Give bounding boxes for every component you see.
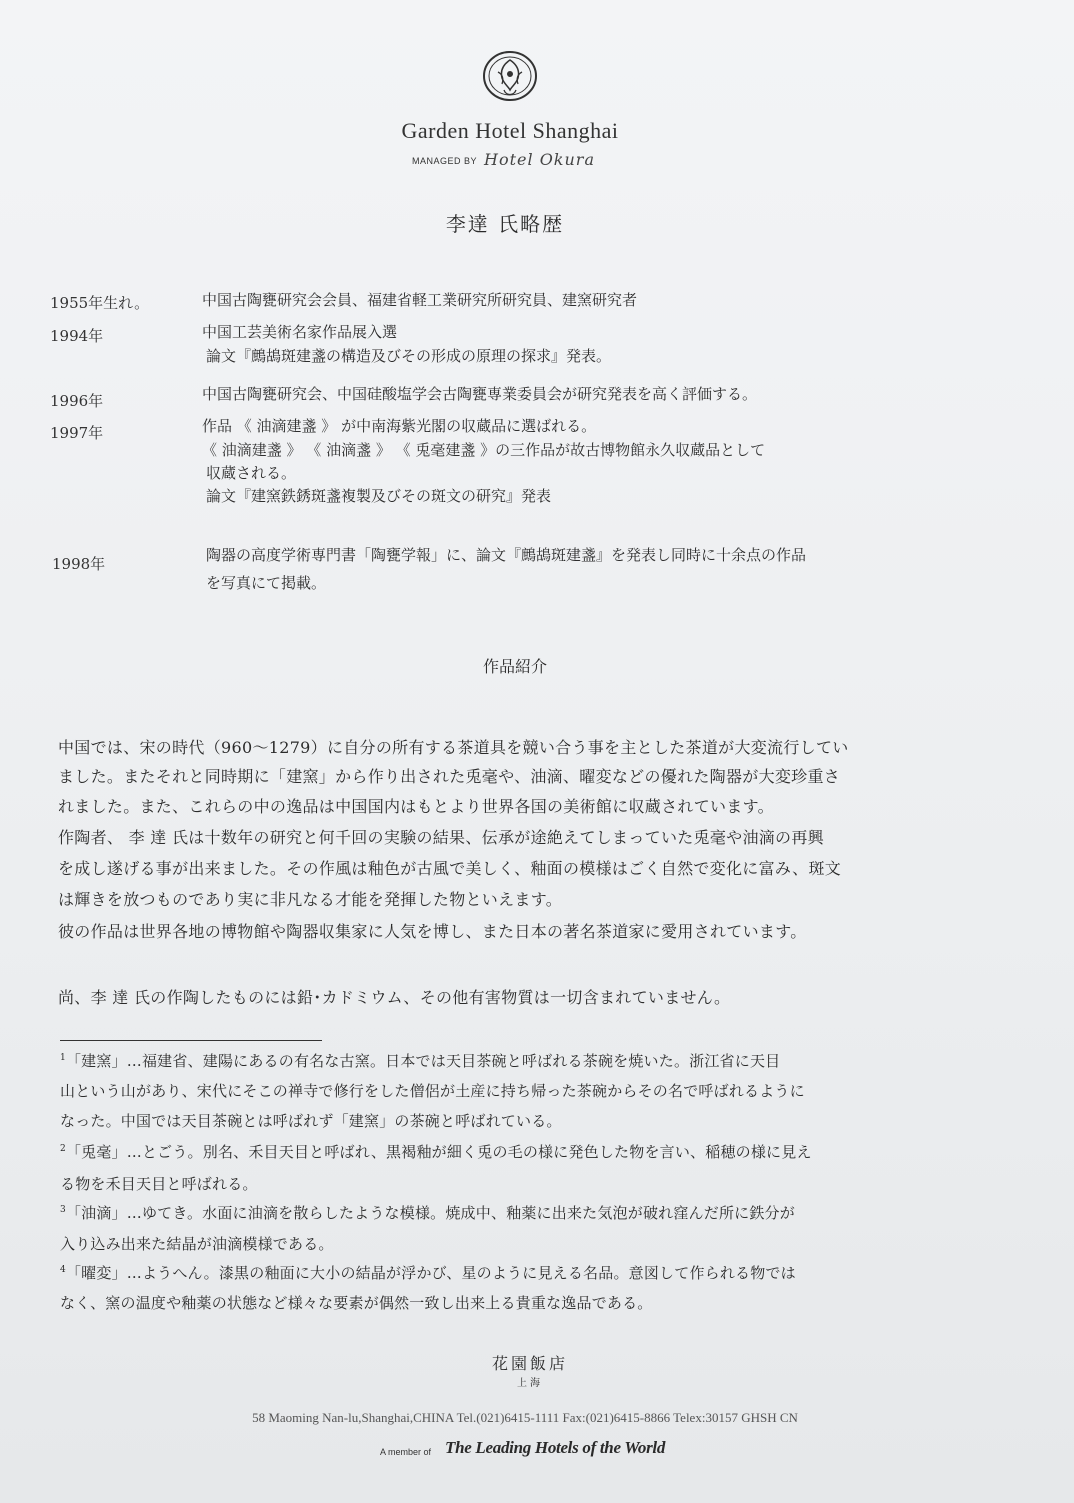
- footnote-text: 「兎毫」…とごう。別名、禾目天目と呼ばれ、黒褐釉が細く兎の毛の様に発色した物を言い、稲穂の様に見え: [65, 1143, 812, 1161]
- history-line: 中国古陶甕研究会、中国硅酸塩学会古陶甕専業委員会が研究発表を高く評価する。: [202, 385, 758, 403]
- footer-city: 上海: [517, 1378, 543, 1389]
- history-line: 中国工芸美術名家作品展入選: [202, 323, 398, 341]
- intro-line: れました。また、これらの中の逸品は中国国内はもとより世界各国の美術館に収蔵されています。: [58, 797, 774, 816]
- intro-line: 尚、李 達 氏の作陶したものには鉛･カドミウム、その他有害物質は一切含まれていません。: [58, 988, 731, 1007]
- footnote-rule: [60, 1040, 322, 1041]
- footnote-text: 「油滴」…ゆてき。水面に油滴を散らしたような模様。焼成中、釉薬に出来た気泡が破れ窪んだ所に鉄分が: [65, 1204, 795, 1222]
- history-line: を写真にて掲載。: [206, 574, 327, 592]
- member-prefix: A member of: [380, 1447, 432, 1457]
- footnote-text: 「建窯」…福建省、建陽にあるの有名な古窯。日本では天目茶碗と呼ばれる茶碗を焼いた。浙江省に天目: [65, 1052, 781, 1070]
- history-line: 陶器の高度学術専門書「陶甕学報」に、論文『鷓鴣斑建盞』を発表し同時に十余点の作品: [206, 546, 807, 564]
- history-line: 作品 《 油滴建盞 》 が中南海紫光閣の収蔵品に選ばれる。: [202, 417, 597, 435]
- footer-hotel-name: 花園飯店: [491, 1354, 568, 1373]
- footnote-line: [60, 1050, 780, 1071]
- intro-line: ました。またそれと同時期に「建窯」から作り出された兎毫や、油滴、曜変などの優れた陶器が大変珍重さ: [58, 767, 841, 786]
- intro-line: 彼の作品は世界各地の博物館や陶器収集家に人気を博し、また日本の著名茶道家に愛用されています。: [58, 922, 807, 941]
- history-line: 中国古陶甕研究会会員、福建省軽工業研究所研究員、建窯研究者: [202, 291, 638, 309]
- footnote-number: 2: [60, 1144, 66, 1154]
- footnote-line: なった。中国では天目茶碗とは呼ばれず「建窯」の茶碗と呼ばれている。: [60, 1112, 562, 1130]
- footnote-line: [60, 1141, 812, 1162]
- footnote-line: なく、窯の温度や釉薬の状態など様々な要素が偶然一致し出来上る貴重な逸品である。: [60, 1294, 653, 1312]
- section-title: 作品紹介: [482, 657, 547, 676]
- managed-by-label: MANAGED BY: [412, 156, 478, 166]
- intro-line: を成し遂げる事が出来ました。その作風は釉色が古風で美しく、釉面の模様はごく自然で変化に富み、斑文: [58, 859, 842, 878]
- intro-line: は輝きを放つものであり実に非凡なる才能を発揮した物といえます。: [58, 890, 563, 909]
- history-year: 1997年: [50, 424, 104, 442]
- footnote-number: 3: [60, 1205, 66, 1215]
- history-line: 論文『鷓鴣斑建盞の構造及びその形成の原理の探求』発表。: [206, 347, 612, 365]
- hotel-name: Garden Hotel Shanghai: [401, 118, 619, 143]
- history-line: 論文『建窯鉄銹斑盞複製及びその斑文の研究』発表: [206, 487, 552, 505]
- intro-line: 作陶者、 李 達 氏は十数年の研究と何千回の実験の結果、伝承が途絶えてしまっていた兎毫や油滴の再興: [58, 828, 824, 847]
- footnote-number: 4: [60, 1265, 66, 1275]
- footnote-line: [60, 1202, 795, 1223]
- history-year: 1998年: [52, 555, 106, 573]
- history-year: 1996年: [50, 392, 104, 410]
- footnote-line: 入り込み出来た結晶が油滴模様である。: [60, 1235, 334, 1253]
- footer-address: 58 Maoming Nan-lu,Shanghai,CHINA Tel.(021)6415-1111 Fax:(021)6415-8866 Telex:30157 GHSH CN: [252, 1410, 798, 1425]
- leading-hotels-logo: The Leading Hotels of the World: [445, 1438, 666, 1457]
- footnote-line: 山という山があり、宋代にそこの禅寺で修行をした僧侶が土産に持ち帰った茶碗からその名で呼ばれるように: [60, 1082, 805, 1100]
- intro-line: 中国では、宋の時代（960〜1279）に自分の所有する茶道具を競い合う事を主とした茶道が大変流行してい: [58, 738, 849, 757]
- history-line: 収蔵される。: [206, 464, 297, 482]
- history-year: 1955年生れ。: [50, 294, 150, 312]
- history-line: 《 油滴建盞 》 《 油滴盞 》 《 兎毫建盞 》の三作品が故古博物館永久収蔵品として: [202, 441, 766, 459]
- footnote-line: [60, 1262, 796, 1283]
- footnote-line: る物を禾目天目と呼ばれる。: [60, 1175, 258, 1193]
- history-year: 1994年: [50, 327, 104, 345]
- crest-icon: [478, 46, 542, 108]
- document-title: 李達 氏略歴: [445, 212, 565, 236]
- footnote-number: 1: [60, 1053, 66, 1063]
- footnote-text: 「曜変」…ようへん。漆黒の釉面に大小の結晶が浮かび、星のように見える名品。意図して作られる物では: [65, 1264, 796, 1282]
- okura-signature: Hotel Okura: [484, 150, 595, 169]
